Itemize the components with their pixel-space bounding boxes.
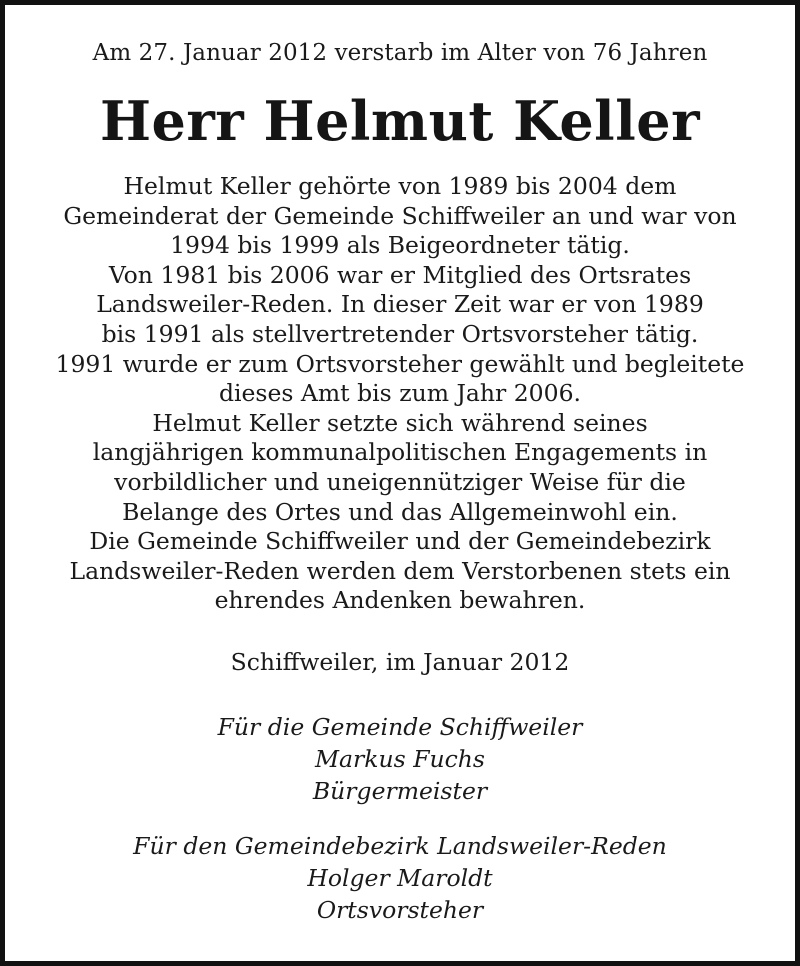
biography-line: langjährigen kommunalpolitischen Engagements in [92,438,708,467]
place-and-date: Schiffweiler, im Januar 2012 [230,647,570,676]
biography-line: Gemeinderat der Gemeinde Schiffweiler an und war von [63,201,737,230]
biography-line: vorbildlicher und uneigennütziger Weise für die [114,467,686,496]
signature-role: Ortsvorsteher [316,895,484,924]
biography-line: Landsweiler-Reden. In dieser Zeit war er von 1989 [96,290,704,319]
biography-line: ehrendes Andenken bewahren. [214,586,586,615]
signature-municipality [5,711,795,807]
biography-line: bis 1991 als stellvertretender Ortsvorsteher tätig. [101,319,699,348]
intro-line: Am 27. Januar 2012 verstarb im Alter von 76 Jahren [92,40,708,66]
biography-line: Belange des Ortes und das Allgemeinwohl ein. [122,497,678,526]
obituary-notice [5,5,795,961]
signature-district [5,830,795,926]
biography-line: Von 1981 bis 2006 war er Mitglied des Ortsrates [108,260,692,289]
biography-line: Helmut Keller setzte sich während seines [152,408,648,437]
signature-role: Bürgermeister [312,776,488,805]
signature-organization: Für den Gemeindebezirk Landsweiler-Reden [133,831,667,860]
biography-text [5,172,795,616]
signature-organization: Für die Gemeinde Schiffweiler [217,712,583,741]
biography-line: Die Gemeinde Schiffweiler und der Gemeindebezirk [89,527,711,556]
biography-line: dieses Amt bis zum Jahr 2006. [218,379,582,408]
biography-line: Helmut Keller gehörte von 1989 bis 2004 dem [123,172,677,200]
signature-person: Markus Fuchs [314,744,485,773]
deceased-name: Herr Helmut Keller [99,89,701,153]
biography-line: Landsweiler-Reden werden dem Verstorbenen stets ein [69,556,731,585]
biography-line: 1991 wurde er zum Ortsvorsteher gewählt und begleitete [55,349,745,378]
biography-line: 1994 bis 1999 als Beigeordneter tätig. [170,231,630,260]
signature-person: Holger Maroldt [307,863,493,892]
